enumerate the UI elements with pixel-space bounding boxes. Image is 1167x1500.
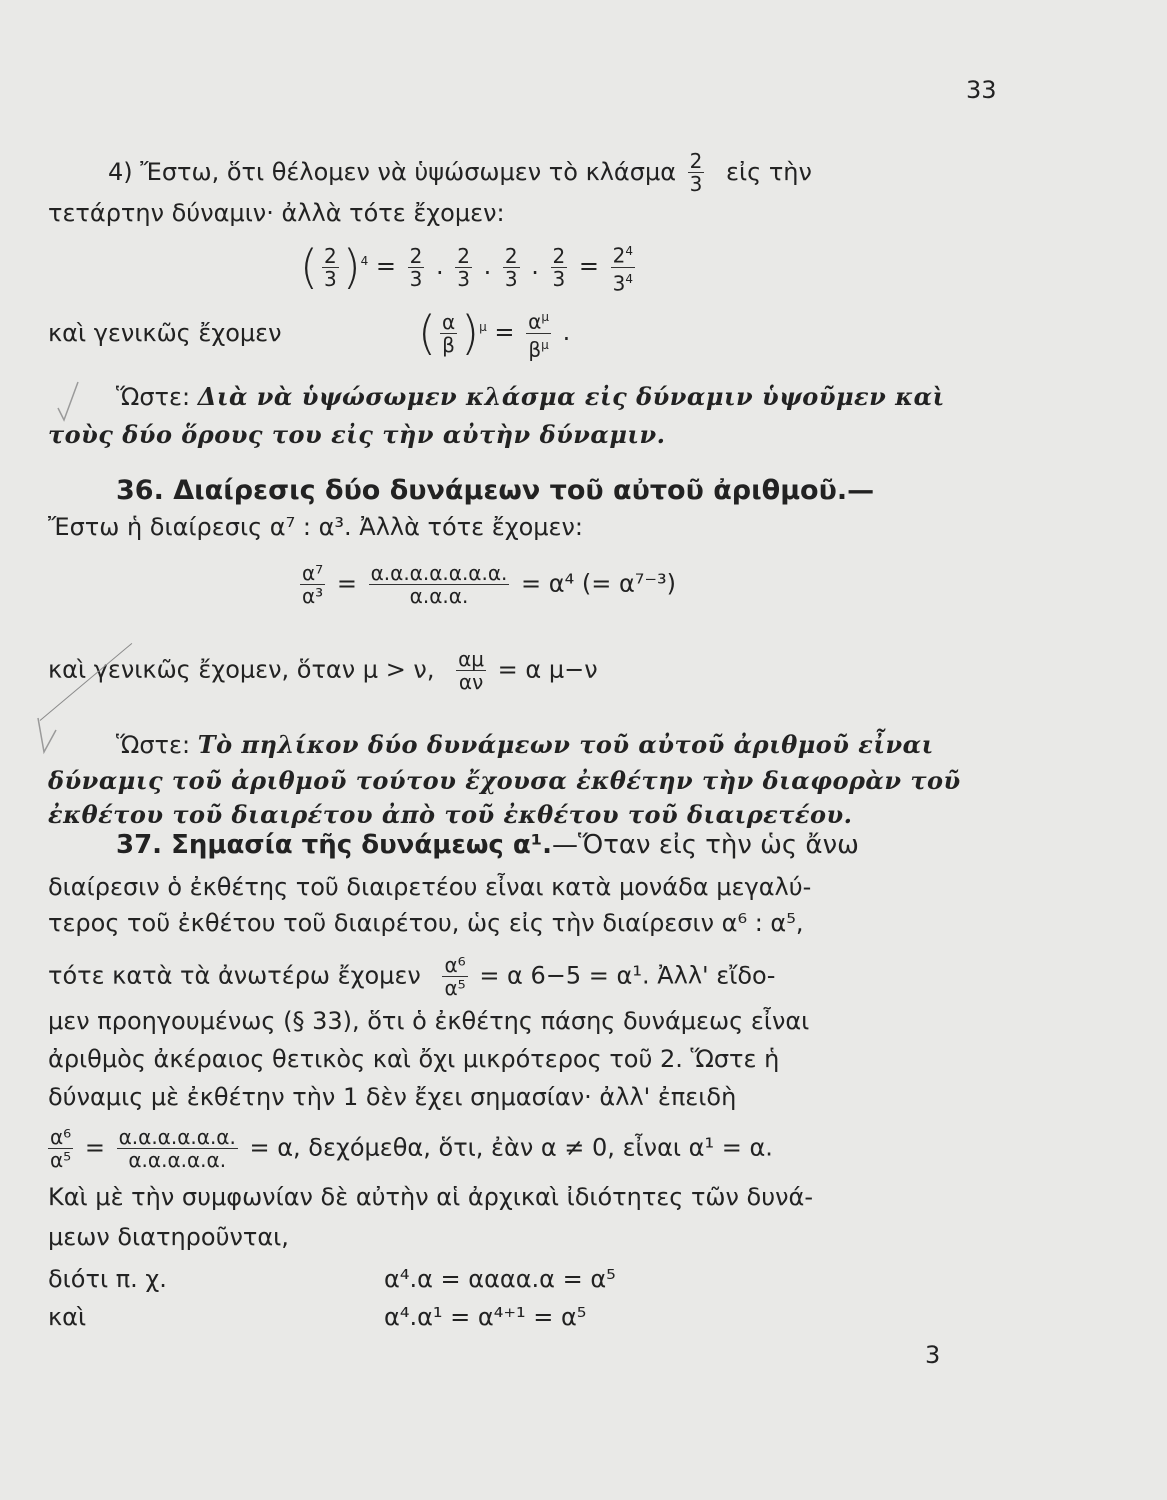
general1-b: β	[528, 337, 542, 362]
general1-mu: μ	[541, 310, 549, 324]
s37-line7: δύναμις μὲ ἐκθέτην τὴν 1 δὲν ἔχει σημασίαν· ἀλλ' ἐπειδὴ	[48, 1083, 737, 1111]
s37-line9: Καὶ μὲ τὴν συμφωνίαν δὲ αὐτὴν αἱ ἀρχικαὶ ἰδιότητες τῶν δυνά-	[48, 1183, 814, 1211]
paren-close: )	[461, 306, 480, 361]
s37-line8: $\frac{\text{α⁶}}{\text{α⁵}}$ = $\frac{\alpha.\alpha.\alpha.\alpha.\alpha.\alpha.}{\alpha.\alpha.\alpha.\alpha.\alpha.}$ = α, δεχόμεθα, ὅτι, ἐὰν α ≠ 0, εἶναι α¹ = α.	[50, 1125, 773, 1172]
eq1-res-num: 2	[612, 243, 626, 268]
paren-close: )	[342, 240, 361, 295]
general1-label: καὶ γενικῶς ἔχομεν	[48, 319, 282, 347]
general1-b: β	[442, 332, 455, 357]
s36-general-text: καὶ γενικῶς ἔχομεν, ὅταν μ > ν,	[48, 655, 435, 684]
eq1-factor-den: 3	[457, 266, 471, 291]
rule2-line2: δύναμις τοῦ ἀριθμοῦ τούτου ἔχουσα ἐκθέτην τὴν διαφορὰν τοῦ	[48, 766, 961, 795]
s37-line4-b: = α 6−5 = α¹. Ἀλλ' εἴδο-	[479, 961, 776, 990]
rule2-line1	[48, 730, 1000, 760]
p1-frac-den: 3	[689, 172, 703, 196]
s37-line11-eq: α⁴.α = αααα.α = α⁵	[384, 1265, 616, 1293]
eq1-factor-num: 2	[504, 243, 518, 268]
s37-line8-den: α⁵	[50, 1148, 72, 1172]
p1-fraction	[688, 150, 705, 195]
eq1-exp: 4	[360, 254, 369, 269]
s37-line5: μεν προηγουμένως (§ 33), ὅτι ὁ ἐκθέτης πάσης δυνάμεως εἶναι	[48, 1007, 810, 1035]
eq1-factor-den: 3	[552, 266, 566, 291]
s36-line2: Ἔστω ἡ διαίρεσις α⁷ : α³. Ἀλλὰ τότε ἔχομεν:	[48, 513, 583, 541]
s36-general-den: αν	[458, 670, 484, 694]
general1-a: α	[441, 309, 456, 334]
rule1-prefix: Ὥστε:	[116, 383, 191, 411]
s37-line4-a: τότε κατὰ τὰ ἀνωτέρω ἔχομεν	[48, 961, 421, 990]
rule2-text1: Τὸ πηλίκον δύο δυνάμεων τοῦ αὐτοῦ ἀριθμοῦ εἶναι	[197, 730, 934, 759]
p1-line2: τετάρτην δύναμιν· ἀλλὰ τότε ἔχομεν:	[48, 199, 505, 227]
s36-heading-line	[48, 476, 1000, 506]
s36-equation: $\frac{\text{α⁷}}{\text{α³}}$ = $\frac{\alpha.\alpha.\alpha.\alpha.\alpha.\alpha.\alpha.}{\alpha.\alpha.\alpha.}$ = α⁴ (= α⁷⁻³)	[302, 561, 677, 608]
s36-eq-result: = α⁴ (= α⁷⁻³)	[521, 569, 677, 598]
s36-heading: 36. Διαίρεσις δύο δυνάμεων τοῦ αὐτοῦ ἀριθμοῦ.—	[116, 475, 875, 506]
eq1-factor-num: 2	[457, 243, 471, 268]
signature-number: 3	[925, 1341, 941, 1369]
paren-open: (	[300, 240, 318, 295]
eq1-factor-num: 2	[409, 243, 423, 268]
s37-line4	[48, 954, 1000, 999]
rule1-text1: Διὰ νὰ ὑψώσωμεν κλάσμα εἰς δύναμιν ὑψοῦμεν καὶ	[197, 382, 945, 411]
p1-text-a: 4) Ἔστω, ὅτι θέλομεν νὰ ὑψώσωμεν τὸ κλάσμα	[108, 157, 677, 186]
page-number: 33	[966, 76, 997, 104]
equation-power-fraction: ( $\frac{2}{3}$ )$^4$ = $\frac{2}{3}$ . $\frac{2}{3}$ . $\frac{2}{3}$ . $\frac{2}{3}$ = $\frac{2^4}{3^4}$	[300, 240, 634, 296]
eq1-factor-den: 3	[409, 266, 423, 291]
s37-line4-den: α⁵	[444, 976, 466, 1000]
p1-text-b: εἰς τὴν	[726, 157, 812, 186]
p1-line1	[48, 150, 1000, 195]
rule1-line2: τοὺς δύο ὅρους του εἰς τὴν αὐτὴν δύναμιν.	[48, 420, 666, 449]
s36-general-result: = α μ−ν	[497, 655, 598, 684]
s37-line12-eq: α⁴.α¹ = α⁴⁺¹ = α⁵	[384, 1303, 587, 1331]
eq1-res-den-exp: 4	[625, 271, 634, 286]
equation-general-fraction-power: ( $\frac{\alpha}{\beta}$ )$^\mu$ = $\frac{\alpha^\mu}{\beta^\mu}$ .	[418, 306, 571, 362]
s37-line8-mid-num: α.α.α.α.α.α.	[118, 1125, 236, 1149]
s37-line8-num: α⁶	[50, 1125, 72, 1149]
s37-line2: διαίρεσιν ὁ ἐκθέτης τοῦ διαιρετέου εἶναι κατὰ μονάδα μεγαλύ-	[48, 873, 812, 901]
general1-a: α	[528, 309, 542, 334]
rule2-line3: ἐκθέτου τοῦ διαιρέτου ἀπὸ τοῦ ἐκθέτου τοῦ διαιρετέου.	[48, 800, 853, 829]
s37-line11-a: διότι π. χ.	[48, 1265, 167, 1293]
eq1-base-num: 2	[323, 243, 337, 268]
p1-frac-num: 2	[689, 149, 703, 173]
eq1-res-den: 3	[612, 271, 626, 296]
s37-line6: ἀριθμὸς ἀκέραιος θετικὸς καὶ ὄχι μικρότερος τοῦ 2. Ὥστε ἡ	[48, 1045, 780, 1073]
s37-line12-a: καὶ	[48, 1303, 87, 1331]
s37-line10: μεων διατηροῦνται,	[48, 1223, 289, 1251]
s36-general-num: αμ	[458, 647, 485, 671]
general1-mu: μ	[479, 320, 487, 335]
s36-eq-den: α³	[302, 584, 324, 608]
s36-general-line	[48, 648, 1000, 693]
paren-open: (	[418, 306, 436, 361]
eq1-factor-den: 3	[504, 266, 518, 291]
s37-line1-rest: —Ὅταν εἰς τὴν ὡς ἄνω	[552, 830, 859, 860]
s36-eq-mid-den: α.α.α.	[409, 584, 469, 608]
s37-heading: 37. Σημασία τῆς δυνάμεως α¹.	[116, 830, 553, 860]
rule2-prefix: Ὥστε:	[116, 731, 191, 759]
s37-line8-rest: = α, δεχόμεθα, ὅτι, ἐὰν α ≠ 0, εἶναι α¹ = α.	[249, 1133, 773, 1162]
s37-line4-num: α⁶	[444, 953, 466, 977]
general1-mu: μ	[541, 337, 549, 352]
eq1-factor-num: 2	[552, 243, 566, 268]
s37-line1	[48, 830, 1000, 860]
s37-line8-mid-den: α.α.α.α.α.	[128, 1148, 227, 1172]
eq1-res-num-exp: 4	[625, 244, 634, 258]
s37-line3: τερος τοῦ ἐκθέτου τοῦ διαιρέτου, ὡς εἰς τὴν διαίρεσιν α⁶ : α⁵,	[48, 909, 804, 937]
eq1-base-den: 3	[323, 266, 337, 291]
s36-eq-num: α⁷	[302, 561, 324, 585]
s36-eq-mid-num: α.α.α.α.α.α.α.	[370, 561, 508, 585]
rule1-line1	[48, 382, 1000, 412]
